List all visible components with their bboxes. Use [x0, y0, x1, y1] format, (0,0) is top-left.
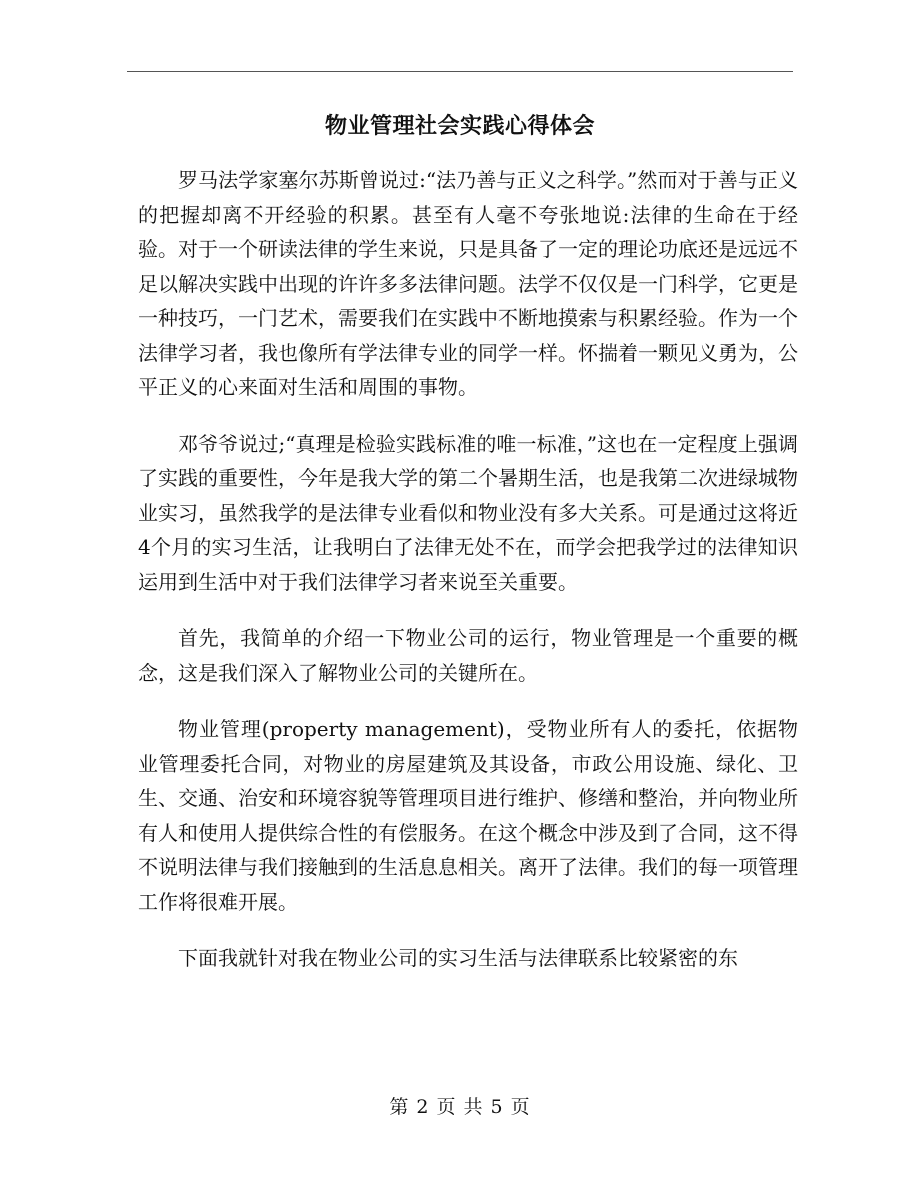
header-divider	[127, 71, 793, 72]
document-body	[138, 163, 798, 976]
paragraph-4: 物业管理(property management)，受物业所有人的委托，依据物业管理委托合同，对物业的房屋建筑及其设备，市政公用设施、绿化、卫生、交通、治安和环境容貌等管理项目进行维护、修缮和整治，并向物业所有人和使用人提供综合性的有偿服务。在这个概念中涉及到了合同，这不得不说明法律与我们接触到的生活息息相关。离开了法律。我们的每一项管理工作将很难开展。	[138, 717, 798, 914]
paragraph-5: 下面我就针对我在物业公司的实习生活与法律联系比较紧密的东	[178, 946, 738, 970]
page-number: 第 2 页 共 5 页	[389, 1096, 531, 1118]
paragraph-3: 首先，我简单的介绍一下物业公司的运行，物业管理是一个重要的概念，这是我们深入了解物业公司的关键所在。	[138, 626, 798, 685]
document-title: 物业管理社会实践心得体会	[324, 113, 595, 139]
paragraph-2: 邓爷爷说过;“真理是检验实践标准的唯一标准，”这也在一定程度上强调了实践的重要性，今年是我大学的第二个暑期生活，也是我第二次进绿城物业实习，虽然我学的是法律专业看似和物业没有多大关系。可是通过这将近4个月的实习生活，让我明白了法律无处不在，而学会把我学过的法律知识运用到生活中对于我们法律学习者来说至关重要。	[138, 431, 798, 594]
paragraph-1: 罗马法学家塞尔苏斯曾说过:“法乃善与正义之科学。”然而对于善与正义的把握却离不开经验的积累。甚至有人毫不夸张地说:法律的生命在于经验。对于一个研读法律的学生来说，只是具备了一定的理论功底还是远远不足以解决实践中出现的许许多多法律问题。法学不仅仅是一门科学，它更是一种技巧，一门艺术，需要我们在实践中不断地摸索与积累经验。作为一个法律学习者，我也像所有学法律专业的同学一样。怀揣着一颗见义勇为，公平正义的心来面对生活和周围的事物。	[138, 168, 798, 399]
